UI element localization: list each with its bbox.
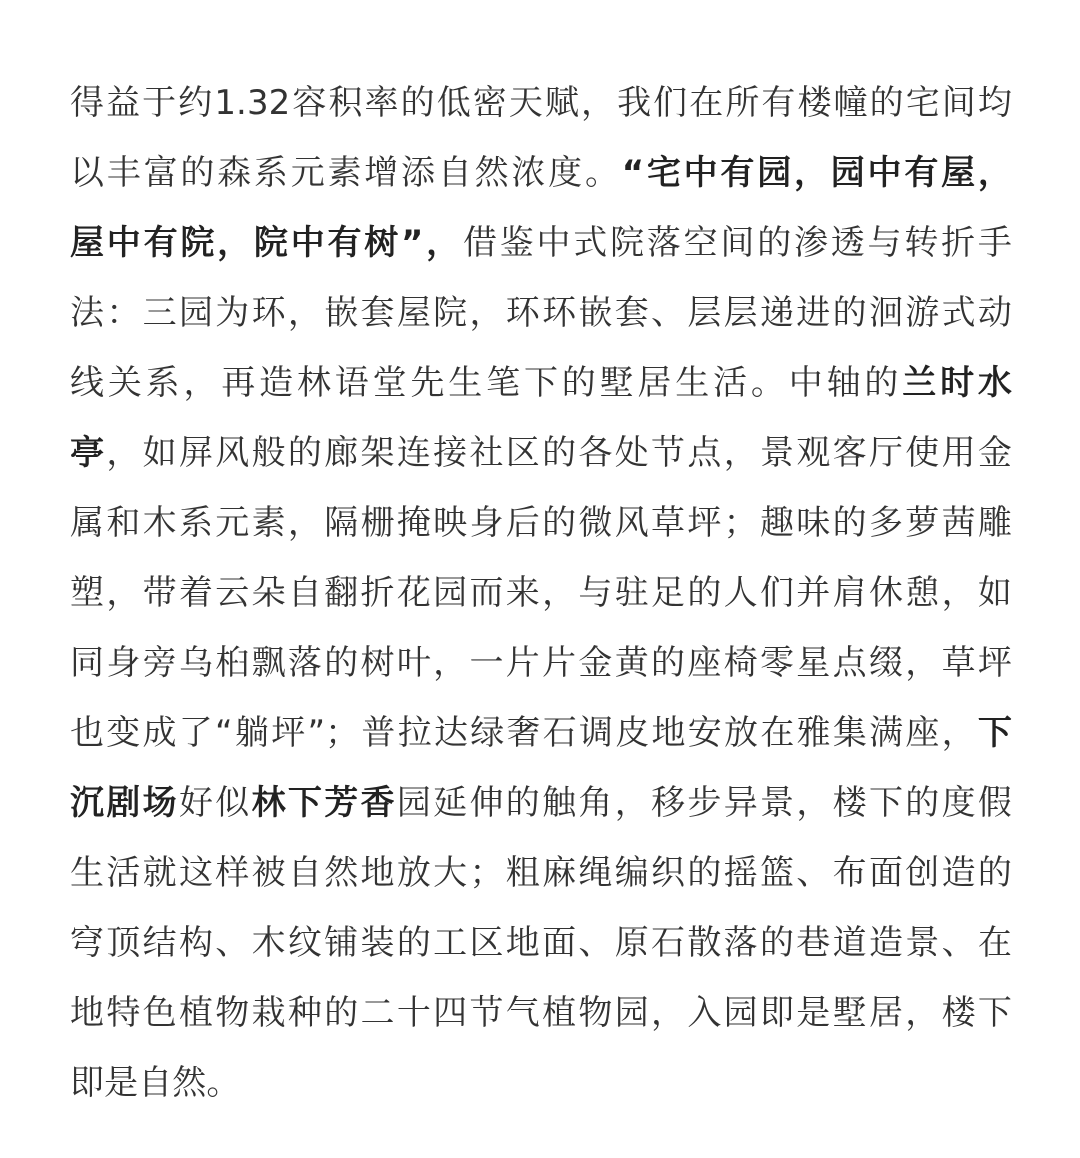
paragraph-line-9 [70,638,1012,688]
bold-text-run: 沉剧场 [70,783,179,823]
text-run: ，如屏风般的廊架连接社区的各处节点，景观客厅使用金 [106,433,1013,473]
paragraph-line-1 [70,78,1012,128]
paragraph-line-15 [70,1058,1012,1108]
text-run: 也变成了“躺坪”；普拉达绿奢石调皮地安放在雅集满座， [70,713,978,753]
paragraph-line-13 [70,918,1012,968]
bold-text-run: 亭 [70,433,107,473]
bold-text-run: “宅中有园，园中有屋， [621,153,1012,193]
paragraph-line-8 [70,568,1012,618]
text-run: 好似 [178,783,252,823]
bold-text-run: 林下芳香 [251,783,397,823]
paragraph-line-4 [70,288,1012,338]
paragraph-line-12 [70,848,1012,898]
text-run: 地特色植物栽种的二十四节气植物园，入园即是墅居，楼下 [70,993,1012,1033]
text-run: 生活就这样被自然地放大；粗麻绳编织的摇篮、布面创造的 [70,853,1012,893]
paragraph-line-6 [70,428,1012,478]
bold-text-run: 兰时水 [902,363,1012,403]
bold-text-run: 下 [977,713,1012,753]
text-run: 属和木系元素，隔栅掩映身后的微风草坪；趣味的多萝茜雕 [70,503,1012,543]
bold-text-run: 屋中有院，院中有树”， [70,223,463,263]
text-run: 同身旁乌桕飘落的树叶，一片片金黄的座椅零星点缀，草坪 [70,643,1012,683]
text-run: 塑，带着云朵自翻折花园而来，与驻足的人们并肩休憩，如 [70,573,1012,613]
paragraph-line-2 [70,148,1012,198]
paragraph-line-5 [70,358,1012,408]
text-run: 园延伸的触角，移步异景，楼下的度假 [396,783,1012,823]
text-run: 即是自然。 [70,1063,241,1103]
text-run: 借鉴中式院落空间的渗透与转折手 [462,223,1012,263]
text-run: 线关系，再造林语堂先生笔下的墅居生活。中轴的 [70,363,903,403]
text-run: 以丰富的森系元素增添自然浓度。 [70,153,622,193]
paragraph-line-3 [70,218,1012,268]
text-run: 得益于约1.32容积率的低密天赋，我们在所有楼幢的宅间均 [70,83,1012,123]
paragraph-line-7 [70,498,1012,548]
text-run: 穹顶结构、木纹铺装的工区地面、原石散落的巷道造景、在 [70,923,1012,963]
paragraph-line-11 [70,778,1012,828]
paragraph-line-10 [70,708,1012,758]
text-run: 法：三园为环，嵌套屋院，环环嵌套、层层递进的洄游式动 [70,293,1012,333]
paragraph-line-14 [70,988,1012,1038]
